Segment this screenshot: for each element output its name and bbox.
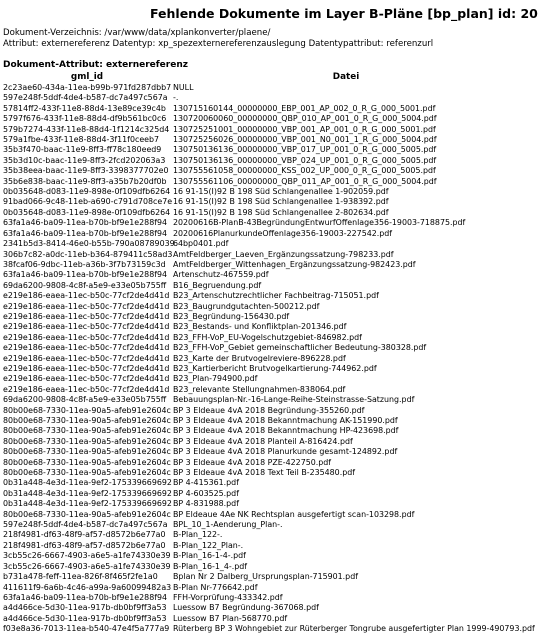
gml-id-cell: e219e186-eaea-11ec-b50c-77cf2de4d41d (3, 343, 170, 353)
gml-id-cell: 0b31a448-4e3d-11ea-9ef2-175339669692 (3, 488, 172, 498)
file-name-cell: B23_Bestands- und Konfliktplan-201346.pdf (173, 322, 347, 332)
file-name-cell: BP 3 Eldeaue 4vA 2018 Planteil A-816424.pdf (173, 436, 353, 446)
file-name-cell: 130715160144_00000000_EBP_001_AP_002_0_R_G_000_5001.pdf (173, 103, 436, 113)
table-row (2, 551, 520, 561)
gml-id-cell: 69da6200-9808-4c8f-a5e9-e33e05b755ff (3, 395, 167, 405)
gml-id-cell: 306b7c82-a0dc-11eb-b364-879411c58ad3 (3, 249, 173, 259)
gml-id-cell: 63fa1a46-ba09-11ea-b70b-bf9e1e288f94 (3, 270, 168, 280)
gml-id-cell: e219e186-eaea-11ec-b50c-77cf2de4d41d (3, 353, 170, 363)
table-row (2, 114, 520, 124)
gml-id-cell: e219e186-eaea-11ec-b50c-77cf2de4d41d (3, 301, 170, 311)
file-name-cell: B23_Baugrundgutachten-500212.pdf (173, 301, 320, 311)
file-name-cell: AmtFeldberger_Wittenhagen_Ergänzungssatzung-982423.pdf (173, 259, 416, 269)
gml-id-cell: e219e186-eaea-11ec-b50c-77cf2de4d41d (3, 332, 170, 342)
gml-id-cell: 35b3d10c-baac-11e9-8ff3-2fcd202063a3 (3, 155, 166, 165)
file-name-cell: 130755561106_00000000_QBP_011_AP_001_0_R_G_000_5004.pdf (173, 176, 437, 186)
gml-id-cell: 80b00e68-7330-11ea-90a5-afeb91e2604c (3, 436, 171, 446)
table-row (2, 478, 520, 488)
table-row (2, 447, 520, 457)
gml-id-cell: e219e186-eaea-11ec-b50c-77cf2de4d41d (3, 322, 170, 332)
metadata-block (3, 28, 433, 50)
file-name-cell: B23_Karte der Brutvogelreviere-896228.pdf (173, 353, 346, 363)
gml-id-cell: 411611f9-6a6b-4c46-a99a-9a60099482a3 (3, 582, 172, 592)
table-row (2, 520, 520, 530)
file-name-cell: BP 3 Eldeaue 4vA 2018 Bekanntmachung AK-151990.pdf (173, 416, 398, 425)
file-name-cell: 20200616B-PlanB-43BegründungEntwurfOffenlage356-19003-718875.pdf (173, 218, 466, 228)
gml-id-cell: a4d466ce-5d30-11ea-917b-db0bf9ff3a53 (3, 613, 167, 623)
file-name-cell: NULL (173, 83, 194, 92)
gml-id-cell: 579a1fbe-433f-11e8-88d4-3f11f0ceeb7 (3, 135, 160, 145)
table-row (2, 426, 520, 436)
file-name-cell: B16_Begruendung.pdf (173, 280, 262, 290)
file-name-cell: B-Plan_16-1_4-.pdf (173, 561, 248, 571)
file-name-cell: B-Plan_16-1-4-.pdf (173, 551, 246, 561)
gml-id-cell: 2341b5d3-8414-46e0-b55b-790a08789039 (3, 239, 175, 249)
table-row (2, 218, 520, 228)
file-name-cell: 20200616PlanurkundeOffenlage356-19003-227542.pdf (173, 228, 393, 238)
gml-id-cell: e219e186-eaea-11ec-b50c-77cf2de4d41d (3, 374, 170, 384)
table-row (2, 499, 520, 509)
file-name-cell: 130725251001_00000000_VBP_001_AP_001_0_R_G_000_5001.pdf (173, 124, 436, 134)
file-name-cell: B23_Plan-794900.pdf (173, 374, 258, 384)
table-row (2, 239, 520, 249)
gml-id-cell: 597e248f-5ddf-4de4-b587-dc7a497c567a (3, 520, 168, 530)
section-label: Dokument-Attribut: externereferenz (3, 60, 188, 70)
file-name-cell: BP Eldeaue 4Ae NK Rechtsplan ausgefertigt scan-103298.pdf (173, 509, 415, 519)
gml-id-cell: e219e186-eaea-11ec-b50c-77cf2de4d41d (3, 363, 170, 373)
file-name-cell: B-Plan_122-. (173, 530, 223, 540)
table-row (2, 562, 520, 572)
table-row (2, 541, 520, 551)
gml-id-cell: 0b31a448-4e3d-11ea-9ef2-175339669692 (3, 478, 172, 488)
gml-id-cell: 0b035648-d083-11e9-898e-0f109dfb6264 (3, 207, 171, 217)
table-row (2, 166, 520, 176)
gml-id-cell: 5797f676-433f-11e8-88d4-df9b561bc0c6 (3, 114, 167, 124)
table-row (2, 624, 520, 634)
file-name-cell: AmtFeldberger_Laeven_Ergänzungssatzung-798233.pdf (173, 249, 394, 259)
file-name-cell: B-Plan Nr-776642.pdf (173, 582, 258, 592)
table-row (2, 104, 520, 114)
table-row (2, 385, 520, 395)
gml-id-cell: 3cb55c26-6667-4903-a6e5-a1fe74330e39 (3, 551, 171, 561)
table-row (2, 416, 520, 426)
gml-id-cell: 80b00e68-7330-11ea-90a5-afeb91e2604c (3, 426, 171, 436)
file-name-cell: BP 3 Eldeaue 4vA 2018 Planurkunde gesamt-124892.pdf (173, 447, 398, 457)
table-row (2, 208, 520, 218)
table-row (2, 187, 520, 197)
table-row (2, 145, 520, 155)
gml-id-cell: 80b00e68-7330-11ea-90a5-afeb91e2604c (3, 416, 171, 425)
gml-id-cell: e219e186-eaea-11ec-b50c-77cf2de4d41d (3, 311, 170, 321)
table-row (2, 489, 520, 499)
file-name-cell: BP 4-831988.pdf (173, 499, 239, 509)
table-row (2, 354, 520, 364)
table-header-row (2, 71, 520, 83)
file-name-cell: 130755561058_00000000_KSS_002_UP_000_0_R_G_000_5005.pdf (173, 166, 436, 176)
file-name-cell: B23_Begründung-156430.pdf (173, 311, 290, 321)
gml-id-cell: 80b00e68-7330-11ea-90a5-afeb91e2604c (3, 509, 171, 519)
file-name-cell: 130750136136_00000000_VBP_017_UP_001_0_R_G_000_5005.pdf (173, 145, 437, 155)
file-name-cell: 130720060060_00000000_QBP_010_AP_001_0_R_G_000_5004.pdf (173, 114, 437, 124)
gml-id-cell: 35b38eea-baac-11e9-8ff3-3398377702e0 (3, 166, 169, 176)
gml-id-cell: 0b035648-d083-11e9-898e-0f109dfb6264 (3, 187, 171, 197)
file-name-cell: Artenschutz-467559.pdf (173, 270, 269, 280)
gml-id-cell: 63fa1a46-ba09-11ea-b70b-bf9e1e288f94 (3, 228, 168, 238)
table-row (2, 302, 520, 312)
file-name-cell: B23_relevante Stellungnahmen-838064.pdf (173, 384, 346, 394)
table-row (2, 583, 520, 593)
gml-id-cell: e219e186-eaea-11ec-b50c-77cf2de4d41d (3, 291, 170, 301)
file-name-cell: 16 91-15(I)92 B 198 Süd Schlangenallee 2-802634.pdf (173, 207, 389, 217)
gml-id-cell: a4d466ce-5d30-11ea-917b-db0bf9ff3a53 (3, 603, 167, 613)
file-name-cell: BP 3 Eldeaue 4vA 2018 PZE-422750.pdf (173, 457, 332, 467)
file-name-cell: BP 3 Eldeaue 4vA 2018 Bekanntmachung HP-423698.pdf (173, 426, 399, 436)
table-row (2, 364, 520, 374)
gml-id-cell: 57814ff2-433f-11e8-88d4-13e89ce39c4b (3, 103, 166, 113)
table-row (2, 281, 520, 291)
file-name-cell: 64bp0401.pdf (173, 239, 229, 249)
missing-documents-table (2, 71, 535, 635)
file-name-cell: B-Plan_122_Plan-. (173, 540, 244, 550)
gml-id-cell: f03e8a36-7013-11ea-b540-47e4f5a777a9 (3, 624, 170, 634)
file-name-cell: Luessow B7 Plan-568770.pdf (173, 613, 288, 623)
gml-id-cell: 218f4981-df63-48f9-af57-d8572b6e77a0 (3, 540, 166, 550)
file-name-cell: 16 91-15(I)92 B 198 Süd Schlangenallee 1-938392.pdf (173, 197, 389, 207)
gml-id-cell: b731a478-feff-11ea-826f-8f465f2fe1a0 (3, 572, 158, 582)
file-name-cell: 130725256026_00000000_VBP_001_N0_001_1_R_G_000_5004.pdf (173, 135, 437, 145)
file-name-cell: Rüterberg BP 3 Wohngebiet zur Rüterberger Tongrube ausgefertigter Plan 1999-490793.pdf (173, 624, 535, 634)
table-row (2, 322, 520, 332)
gml-id-cell: 2c23ae60-434a-11ea-b99b-971fd287dbb7 (3, 83, 172, 92)
gml-id-cell: 35b3f470-baac-11e9-8ff3-ff78c180eed9 (3, 145, 162, 155)
file-name-cell: BP 4-415361.pdf (173, 478, 239, 488)
gml-id-cell: 579b7274-433f-11e8-88d4-1f1214c325d4 (3, 124, 170, 134)
gml-id-cell: 63fa1a46-ba09-11ea-b70b-bf9e1e288f94 (3, 592, 168, 602)
file-name-cell: B23_Kartierbericht Brutvogelkartierung-744962.pdf (173, 363, 377, 373)
table-row (2, 125, 520, 135)
column-header-datei: Datei (332, 71, 360, 82)
table-row (2, 406, 520, 416)
table-row (2, 93, 520, 103)
gml-id-cell: 35b6e838-baac-11e9-8ff3-a35b7b20df0b (3, 176, 167, 186)
table-row (2, 260, 520, 270)
file-name-cell: B23_Artenschutzrechtlicher Fachbeitrag-715051.pdf (173, 291, 379, 301)
gml-id-cell: 69da6200-9808-4c8f-a5e9-e33e05b755ff (3, 280, 167, 290)
gml-id-cell: e219e186-eaea-11ec-b50c-77cf2de4d41d (3, 384, 170, 394)
file-name-cell: Luessow B7 Begründung-367068.pdf (173, 603, 319, 613)
gml-id-cell: 91bad066-9c48-11eb-a690-c791d708ce7e (3, 197, 173, 207)
gml-id-cell: 3cb55c26-6667-4903-a6e5-a1fe74330e39 (3, 561, 171, 571)
table-row (2, 135, 520, 145)
file-name-cell: BP 3 Eldeaue 4vA 2018 Text Teil B-235480.pdf (173, 468, 356, 478)
file-name-cell: FFH-Vorprüfung-433342.pdf (173, 592, 283, 602)
file-name-cell: -. (173, 93, 179, 103)
table-row (2, 374, 520, 384)
table-row (2, 603, 520, 613)
table-row (2, 572, 520, 582)
gml-id-cell: 38fcaf06-9dbc-11eb-a36b-3f7b73159c3d (3, 259, 166, 269)
table-row (2, 177, 520, 187)
table-row (2, 593, 520, 603)
page-title: Fehlende Dokumente im Layer B-Pläne [bp_plan] id: 20 (150, 6, 538, 21)
gml-id-cell: 80b00e68-7330-11ea-90a5-afeb91e2604c (3, 468, 171, 478)
table-row (2, 250, 520, 260)
attribute-info: Attribut: externereferenz Datentyp: xp_spezexternereferenzauslegung Datentypattribut: referenzurl (3, 39, 434, 49)
document-directory: Dokument-Verzeichnis: /var/www/data/xplankonverter/plaene/ (3, 28, 271, 38)
table-row (2, 197, 520, 207)
table-row (2, 343, 520, 353)
table-row (2, 458, 520, 468)
file-name-cell: Bebauungsplan-Nr.-16-Lange-Reihe-Steinstrasse-Satzung.pdf (173, 395, 415, 405)
file-name-cell: BP 4-603525.pdf (173, 488, 239, 498)
table-row (2, 395, 520, 405)
file-name-cell: 16 91-15(I)92 B 198 Süd Schlangenallee 1-902059.pdf (173, 187, 389, 197)
table-row (2, 291, 520, 301)
file-name-cell: B23_FFH-VoP_Gebiet gemeinschaftlicher Bedeutung-380328.pdf (173, 343, 427, 353)
gml-id-cell: 80b00e68-7330-11ea-90a5-afeb91e2604c (3, 447, 171, 457)
gml-id-cell: 80b00e68-7330-11ea-90a5-afeb91e2604c (3, 457, 171, 467)
table-row (2, 437, 520, 447)
table-row (2, 510, 520, 520)
table-row (2, 312, 520, 322)
table-row (2, 229, 520, 239)
table-row (2, 156, 520, 166)
file-name-cell: 130750136136_00000000_VBP_024_UP_001_0_R_G_000_5005.pdf (173, 155, 437, 165)
table-body (2, 83, 535, 635)
file-name-cell: B23_FFH-VoP_EU-Vogelschutzgebiet-846982.pdf (173, 332, 362, 342)
column-header-gml-id: gml_id (70, 71, 104, 82)
gml-id-cell: 597e248f-5ddf-4de4-b587-dc7a497c567a (3, 93, 168, 103)
table-row (2, 530, 520, 540)
table-row (2, 614, 520, 624)
table-row (2, 270, 520, 280)
gml-id-cell: 63fa1a46-ba09-11ea-b70b-bf9e1e288f94 (3, 218, 168, 228)
file-name-cell: BPL_10_1-Aenderung_Plan-. (173, 520, 283, 530)
file-name-cell: Bplan Nr 2 Dalberg_Ursprungsplan-715901.pdf (173, 572, 358, 582)
table-row (2, 333, 520, 343)
gml-id-cell: 218f4981-df63-48f9-af57-d8572b6e77a0 (3, 530, 166, 540)
gml-id-cell: 80b00e68-7330-11ea-90a5-afeb91e2604c (3, 405, 171, 415)
table-row (2, 83, 520, 93)
table-row (2, 468, 520, 478)
gml-id-cell: 0b31a448-4e3d-11ea-9ef2-175339669692 (3, 499, 172, 509)
file-name-cell: BP 3 Eldeaue 4vA 2018 Begründung-355260.pdf (173, 405, 365, 415)
